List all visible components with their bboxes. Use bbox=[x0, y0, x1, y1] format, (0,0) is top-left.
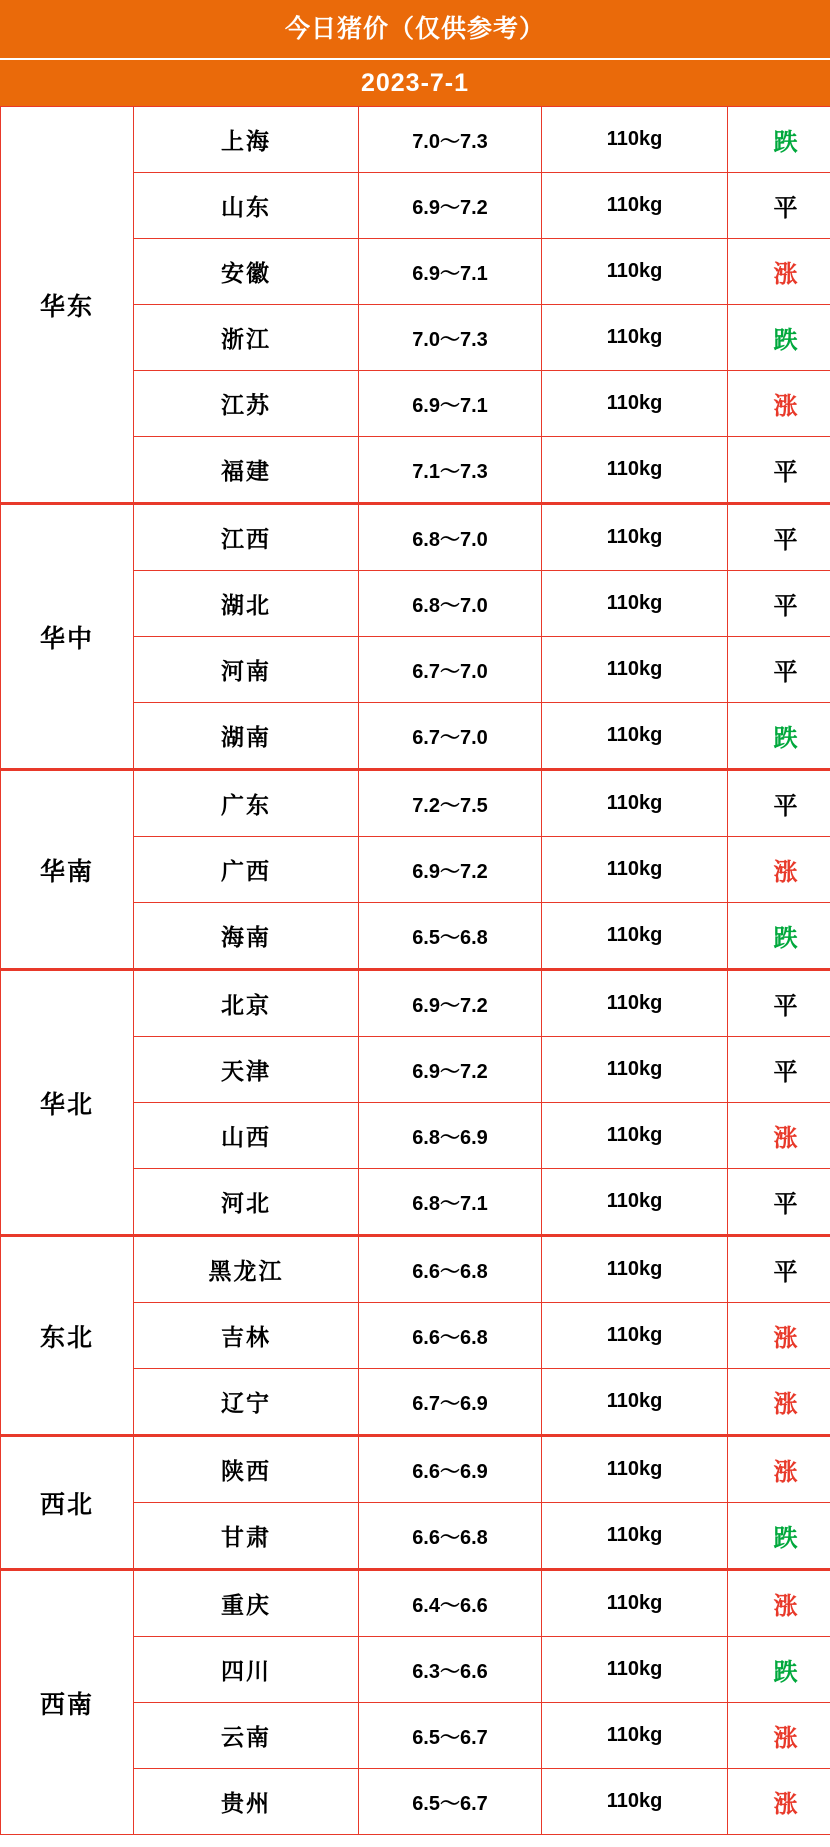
region-cell: 西北 bbox=[1, 1436, 134, 1570]
weight-cell: 110kg bbox=[542, 1503, 728, 1570]
table-row bbox=[1, 770, 830, 837]
weight-cell: 110kg bbox=[542, 371, 728, 437]
province-cell: 海南 bbox=[134, 903, 359, 970]
province-cell: 山西 bbox=[134, 1103, 359, 1169]
trend-cell: 涨 bbox=[728, 1103, 830, 1169]
trend-cell: 涨 bbox=[728, 239, 830, 305]
region-cell: 华北 bbox=[1, 970, 134, 1236]
price-cell: 6.8～6.9 bbox=[359, 1103, 542, 1169]
weight-cell: 110kg bbox=[542, 305, 728, 371]
trend-cell: 平 bbox=[728, 173, 830, 239]
province-cell: 江苏 bbox=[134, 371, 359, 437]
price-cell: 6.4～6.6 bbox=[359, 1570, 542, 1637]
weight-cell: 110kg bbox=[542, 1637, 728, 1703]
weight-cell: 110kg bbox=[542, 107, 728, 173]
price-cell: 6.8～7.1 bbox=[359, 1169, 542, 1236]
trend-cell: 涨 bbox=[728, 1703, 830, 1769]
price-cell: 6.8～7.0 bbox=[359, 504, 542, 571]
province-cell: 河南 bbox=[134, 637, 359, 703]
province-cell: 重庆 bbox=[134, 1570, 359, 1637]
province-cell: 湖北 bbox=[134, 571, 359, 637]
weight-cell: 110kg bbox=[542, 1369, 728, 1436]
trend-cell: 涨 bbox=[728, 1369, 830, 1436]
page-title: 今日猪价（仅供参考） bbox=[0, 0, 830, 60]
trend-cell: 平 bbox=[728, 1037, 830, 1103]
weight-cell: 110kg bbox=[542, 239, 728, 305]
weight-cell: 110kg bbox=[542, 1236, 728, 1303]
trend-cell: 平 bbox=[728, 1236, 830, 1303]
price-cell: 7.0～7.3 bbox=[359, 305, 542, 371]
price-cell: 6.6～6.8 bbox=[359, 1303, 542, 1369]
province-cell: 甘肃 bbox=[134, 1503, 359, 1570]
province-cell: 陕西 bbox=[134, 1436, 359, 1503]
province-cell: 河北 bbox=[134, 1169, 359, 1236]
table-row bbox=[1, 970, 830, 1037]
weight-cell: 110kg bbox=[542, 703, 728, 770]
price-table-body bbox=[1, 107, 830, 1835]
province-cell: 湖南 bbox=[134, 703, 359, 770]
province-cell: 云南 bbox=[134, 1703, 359, 1769]
weight-cell: 110kg bbox=[542, 1303, 728, 1369]
weight-cell: 110kg bbox=[542, 903, 728, 970]
date-label: 2023-7-1 bbox=[0, 60, 830, 106]
price-cell: 6.9～7.2 bbox=[359, 837, 542, 903]
trend-cell: 跌 bbox=[728, 107, 830, 173]
weight-cell: 110kg bbox=[542, 173, 728, 239]
trend-cell: 涨 bbox=[728, 1436, 830, 1503]
price-cell: 6.6～6.9 bbox=[359, 1436, 542, 1503]
province-cell: 福建 bbox=[134, 437, 359, 504]
table-row bbox=[1, 1570, 830, 1637]
weight-cell: 110kg bbox=[542, 571, 728, 637]
price-cell: 6.7～7.0 bbox=[359, 637, 542, 703]
region-cell: 华南 bbox=[1, 770, 134, 970]
trend-cell: 跌 bbox=[728, 1637, 830, 1703]
price-table bbox=[0, 106, 830, 1835]
weight-cell: 110kg bbox=[542, 1103, 728, 1169]
weight-cell: 110kg bbox=[542, 1436, 728, 1503]
trend-cell: 平 bbox=[728, 504, 830, 571]
price-cell: 6.9～7.1 bbox=[359, 371, 542, 437]
province-cell: 贵州 bbox=[134, 1769, 359, 1835]
trend-cell: 涨 bbox=[728, 1570, 830, 1637]
trend-cell: 涨 bbox=[728, 371, 830, 437]
province-cell: 四川 bbox=[134, 1637, 359, 1703]
trend-cell: 跌 bbox=[728, 703, 830, 770]
table-row bbox=[1, 1436, 830, 1503]
price-cell: 6.6～6.8 bbox=[359, 1236, 542, 1303]
price-cell: 6.9～7.1 bbox=[359, 239, 542, 305]
price-cell: 6.7～6.9 bbox=[359, 1369, 542, 1436]
price-cell: 6.5～6.7 bbox=[359, 1703, 542, 1769]
weight-cell: 110kg bbox=[542, 1037, 728, 1103]
trend-cell: 平 bbox=[728, 1169, 830, 1236]
weight-cell: 110kg bbox=[542, 504, 728, 571]
province-cell: 广西 bbox=[134, 837, 359, 903]
weight-cell: 110kg bbox=[542, 1570, 728, 1637]
province-cell: 黑龙江 bbox=[134, 1236, 359, 1303]
trend-cell: 平 bbox=[728, 637, 830, 703]
weight-cell: 110kg bbox=[542, 437, 728, 504]
trend-cell: 平 bbox=[728, 770, 830, 837]
weight-cell: 110kg bbox=[542, 1169, 728, 1236]
region-cell: 西南 bbox=[1, 1570, 134, 1835]
trend-cell: 平 bbox=[728, 437, 830, 504]
weight-cell: 110kg bbox=[542, 837, 728, 903]
price-cell: 6.5～6.8 bbox=[359, 903, 542, 970]
province-cell: 广东 bbox=[134, 770, 359, 837]
table-row bbox=[1, 107, 830, 173]
province-cell: 上海 bbox=[134, 107, 359, 173]
province-cell: 安徽 bbox=[134, 239, 359, 305]
trend-cell: 平 bbox=[728, 571, 830, 637]
price-cell: 7.1～7.3 bbox=[359, 437, 542, 504]
trend-cell: 涨 bbox=[728, 1769, 830, 1835]
price-cell: 6.7～7.0 bbox=[359, 703, 542, 770]
province-cell: 浙江 bbox=[134, 305, 359, 371]
province-cell: 北京 bbox=[134, 970, 359, 1037]
price-cell: 6.9～7.2 bbox=[359, 970, 542, 1037]
trend-cell: 涨 bbox=[728, 1303, 830, 1369]
province-cell: 天津 bbox=[134, 1037, 359, 1103]
trend-cell: 跌 bbox=[728, 305, 830, 371]
trend-cell: 涨 bbox=[728, 837, 830, 903]
price-cell: 6.6～6.8 bbox=[359, 1503, 542, 1570]
region-cell: 华中 bbox=[1, 504, 134, 770]
price-cell: 6.3～6.6 bbox=[359, 1637, 542, 1703]
province-cell: 吉林 bbox=[134, 1303, 359, 1369]
trend-cell: 跌 bbox=[728, 903, 830, 970]
province-cell: 辽宁 bbox=[134, 1369, 359, 1436]
price-cell: 7.0～7.3 bbox=[359, 107, 542, 173]
price-cell: 6.8～7.0 bbox=[359, 571, 542, 637]
weight-cell: 110kg bbox=[542, 1769, 728, 1835]
weight-cell: 110kg bbox=[542, 637, 728, 703]
weight-cell: 110kg bbox=[542, 1703, 728, 1769]
region-cell: 东北 bbox=[1, 1236, 134, 1436]
price-cell: 6.9～7.2 bbox=[359, 1037, 542, 1103]
table-row bbox=[1, 1236, 830, 1303]
province-cell: 江西 bbox=[134, 504, 359, 571]
province-cell: 山东 bbox=[134, 173, 359, 239]
price-cell: 6.9～7.2 bbox=[359, 173, 542, 239]
weight-cell: 110kg bbox=[542, 770, 728, 837]
price-cell: 6.5～6.7 bbox=[359, 1769, 542, 1835]
region-cell: 华东 bbox=[1, 107, 134, 504]
table-row bbox=[1, 504, 830, 571]
trend-cell: 跌 bbox=[728, 1503, 830, 1570]
weight-cell: 110kg bbox=[542, 970, 728, 1037]
trend-cell: 平 bbox=[728, 970, 830, 1037]
price-cell: 7.2～7.5 bbox=[359, 770, 542, 837]
